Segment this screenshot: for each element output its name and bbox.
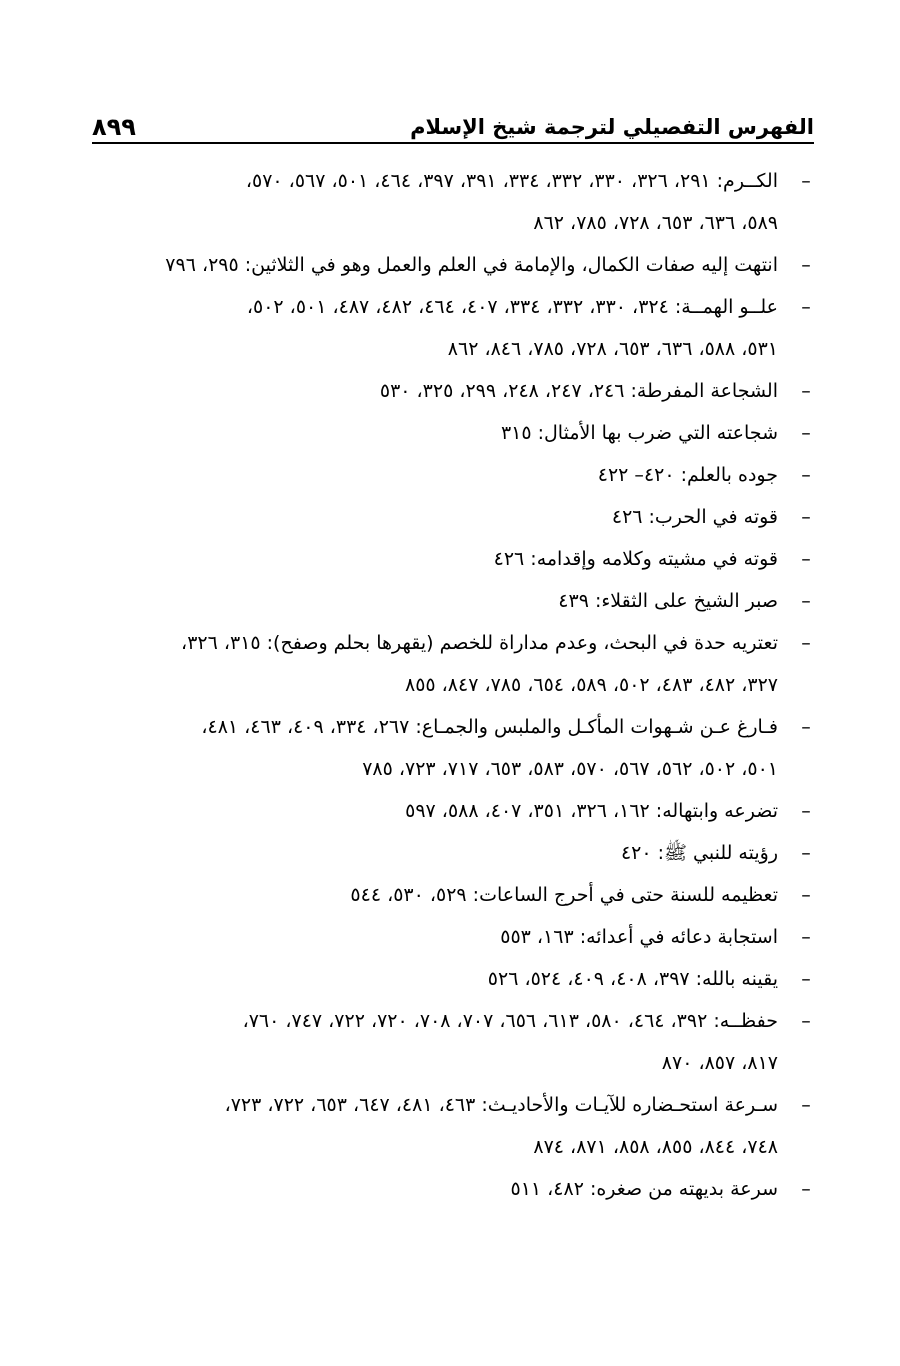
index-entry — [96, 874, 818, 916]
index-entry — [96, 916, 818, 958]
entry-text: سـرعة استحـضاره للآيـات والأحاديـث: ٤٦٣، ٤٨١، ٦٤٧، ٦٥٣، ٧٢٢، ٧٢٣، — [224, 1094, 778, 1116]
index-entry — [96, 454, 818, 496]
entry-dash: – — [801, 1010, 811, 1032]
entry-text: فـارغ عـن شـهوات المأكـل والملبس والجمـاع: ٢٦٧، ٣٣٤، ٤٠٩، ٤٦٣، ٤٨١، — [201, 716, 778, 738]
index-entry — [96, 244, 818, 286]
entry-dash: – — [801, 380, 811, 402]
entry-text: استجابة دعائه في أعدائه: ١٦٣، ٥٥٣ — [500, 926, 778, 948]
entry-text: قوته في مشيته وكلامه وإقدامه: ٤٢٦ — [493, 548, 778, 570]
entry-dash: – — [801, 842, 811, 864]
index-entry — [96, 496, 818, 538]
entry-dash: – — [801, 632, 811, 654]
entry-continuation: ٨١٧، ٨٥٧، ٨٧٠ — [661, 1052, 778, 1074]
entry-dash: – — [801, 1178, 811, 1200]
entry-text: سرعة بديهته من صغره: ٤٨٢، ٥١١ — [510, 1178, 778, 1200]
page-number: ٨٩٩ — [92, 113, 136, 141]
index-entry — [96, 1084, 818, 1168]
page-header — [92, 104, 814, 144]
index-entry — [96, 370, 818, 412]
entry-dash: – — [801, 548, 811, 570]
index-entry — [96, 958, 818, 1000]
entry-text: قوته في الحرب: ٤٢٦ — [611, 506, 778, 528]
index-entry — [96, 706, 818, 790]
entry-text: يقينه بالله: ٣٩٧، ٤٠٨، ٤٠٩، ٥٢٤، ٥٢٦ — [487, 968, 778, 990]
entry-continuation: ٥٨٩، ٦٣٦، ٦٥٣، ٧٢٨، ٧٨٥، ٨٦٢ — [533, 212, 778, 234]
entry-dash: – — [801, 506, 811, 528]
entry-dash: – — [801, 590, 811, 612]
index-entry — [96, 412, 818, 454]
entry-dash: – — [801, 968, 811, 990]
entry-dash: – — [801, 926, 811, 948]
entry-dash: – — [801, 422, 811, 444]
index-entry — [96, 1000, 818, 1084]
entry-text: حفظــه: ٣٩٢، ٤٦٤، ٥٨٠، ٦١٣، ٦٥٦، ٧٠٧، ٧٠٨، ٧٢٠، ٧٢٢، ٧٤٧، ٧٦٠، — [242, 1010, 778, 1032]
entry-text: رؤيته للنبي ﷺ: ٤٢٠ — [620, 842, 778, 864]
entry-dash: – — [801, 254, 811, 276]
entry-dash: – — [801, 464, 811, 486]
entry-text: صبر الشيخ على الثقلاء: ٤٣٩ — [558, 590, 778, 612]
index-entry — [96, 538, 818, 580]
entry-dash: – — [801, 800, 811, 822]
entry-continuation: ٧٤٨، ٨٤٤، ٨٥٥، ٨٥٨، ٨٧١، ٨٧٤ — [533, 1136, 778, 1158]
entry-text: الشجاعة المفرطة: ٢٤٦، ٢٤٧، ٢٤٨، ٢٩٩، ٣٢٥، ٥٣٠ — [379, 380, 778, 402]
running-title: الفهرس التفصيلي لترجمة شيخ الإسلام — [410, 115, 814, 139]
entry-continuation: ٥٠١، ٥٠٢، ٥٦٢، ٥٦٧، ٥٧٠، ٥٨٣، ٦٥٣، ٧١٧، ٧٢٣، ٧٨٥ — [362, 758, 778, 780]
entry-dash: – — [801, 170, 811, 192]
index-list — [96, 160, 818, 1210]
entry-text: علــو الهمــة: ٣٢٤، ٣٣٠، ٣٣٢، ٣٣٤، ٤٠٧، ٤٦٤، ٤٨٢، ٤٨٧، ٥٠١، ٥٠٢، — [246, 296, 778, 318]
entry-continuation: ٣٢٧، ٤٨٢، ٤٨٣، ٥٠٢، ٥٨٩، ٦٥٤، ٧٨٥، ٨٤٧، ٨٥٥ — [405, 674, 778, 696]
index-entry — [96, 1168, 818, 1210]
index-entry — [96, 160, 818, 244]
entry-dash: – — [801, 884, 811, 906]
index-entry — [96, 832, 818, 874]
entry-dash: – — [801, 1094, 811, 1116]
index-entry — [96, 580, 818, 622]
header-rule — [92, 142, 814, 144]
entry-text: تعتريه حدة في البحث، وعدم مداراة للخصم (يقهرها بحلم وصفح): ٣١٥، ٣٢٦، — [181, 632, 778, 654]
entry-text: شجاعته التي ضرب بها الأمثال: ٣١٥ — [500, 422, 778, 444]
index-entry — [96, 286, 818, 370]
entry-text: تضرعه وابتهاله: ١٦٢، ٣٢٦، ٣٥١، ٤٠٧، ٥٨٨، ٥٩٧ — [405, 800, 778, 822]
entry-text: الكــرم: ٢٩١، ٣٢٦، ٣٣٠، ٣٣٢، ٣٣٤، ٣٩١، ٣٩٧، ٤٦٤، ٥٠١، ٥٦٧، ٥٧٠، — [245, 170, 778, 192]
entry-text: تعظيمه للسنة حتى في أحرج الساعات: ٥٢٩، ٥٣٠، ٥٤٤ — [350, 884, 778, 906]
entry-text: جوده بالعلم: ٤٢٠– ٤٢٢ — [597, 464, 778, 486]
index-entry — [96, 622, 818, 706]
entry-continuation: ٥٣١، ٥٨٨، ٦٣٦، ٦٥٣، ٧٢٨، ٧٨٥، ٨٤٦، ٨٦٢ — [447, 338, 778, 360]
entry-dash: – — [801, 716, 811, 738]
entry-dash: – — [801, 296, 811, 318]
entry-text: انتهت إليه صفات الكمال، والإمامة في العلم والعمل وهو في الثلاثين: ٢٩٥، ٧٩٦ — [165, 254, 778, 276]
index-entry — [96, 790, 818, 832]
